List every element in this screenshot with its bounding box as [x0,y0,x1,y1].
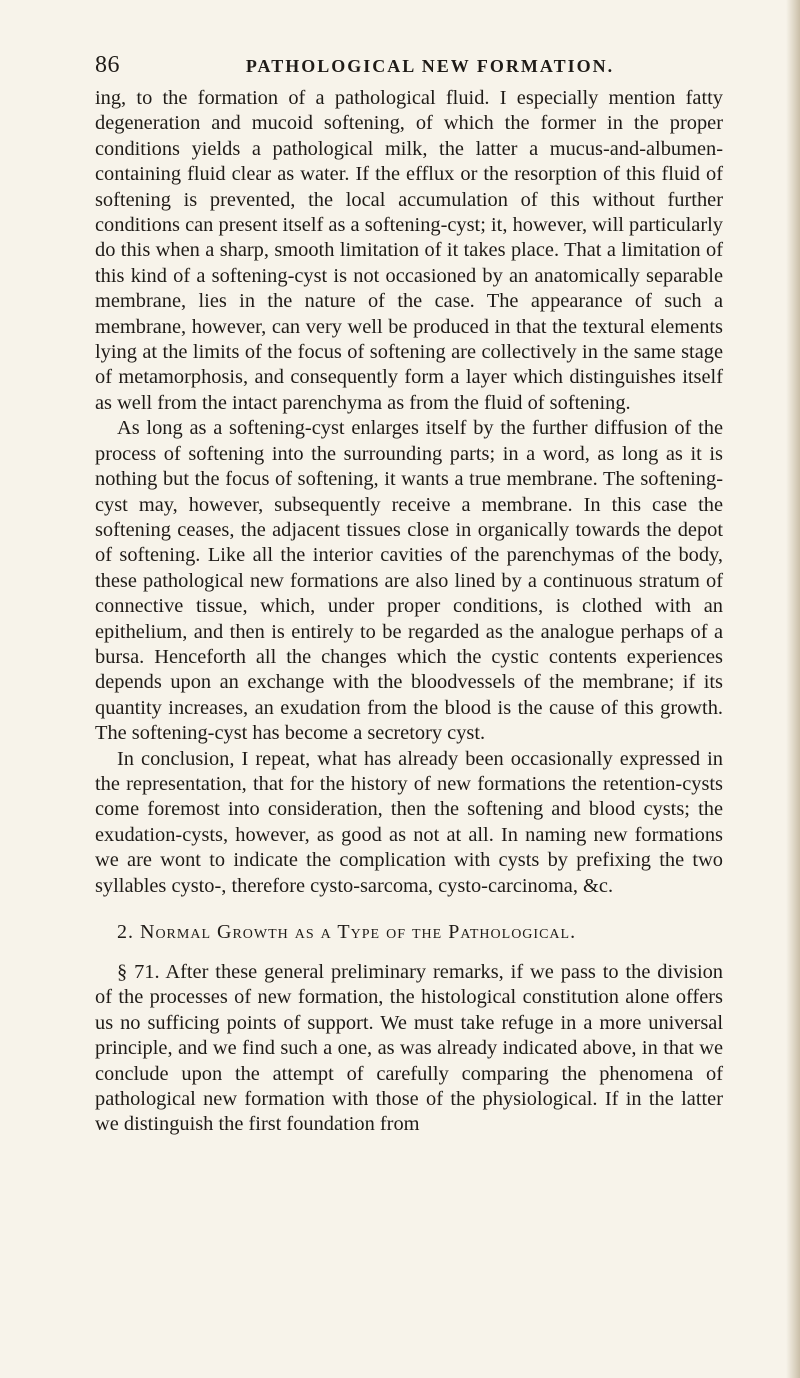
body-text [95,86,723,1138]
paragraph-1: ing, to the formation of a pathological fluid. I especially mention fatty degeneration and mucoid softening, of which the former in the proper conditions yields a pathological milk, the latter a mucus-and-albumen-containing fluid clear as water. If the efflux or the resorption of this fluid of softening is prevented, the local accumulation of this without further conditions can present itself as a softening-cyst; it, however, will particularly do this when a sharp, smooth limitation of it takes place. That a limitation of this kind of a softening-cyst is not occasioned by an anatomically separable membrane, lies in the nature of the case. The appearance of such a membrane, however, can very well be produced in that the textural elements lying at the limits of the focus of softening are collectively in the same stage of metamorphosis, and consequently form a layer which distinguishes itself as well from the intact parenchyma as from the fluid of softening. [95,87,723,414]
page-number: 86 [95,52,120,78]
running-title: PATHOLOGICAL NEW FORMATION. [245,56,615,76]
paragraph-4: § 71. After these general preliminary remarks, if we pass to the division of the processes of new formation, the histological constitution alone offers us no sufficing points of support. We must take refuge in a more universal principle, and we find such a one, as was already indicated above, in that we conclude upon the attempt of carefully comparing the phenomena of pathological new formation with those of the physiological. If in the latter we distinguish the first foundation from [95,961,723,1136]
section-heading: 2. Normal Growth as a Type of the Pathological. [117,921,577,943]
paragraph-2: As long as a softening-cyst enlarges itself by the further diffusion of the process of softening into the surrounding parts; in a word, as long as it is nothing but the focus of softening, it wants a true membrane. The softening-cyst may, however, subsequently receive a membrane. In this case the softening ceases, the adjacent tissues close in organically towards the depot of softening. Like all the interior cavities of the parenchymas of the body, these pathological new formations are also lined by a continuous stratum of connective tissue, which, under proper conditions, is clothed with an epithelium, and then is entirely to be regarded as the analogue perhaps of a bursa. Henceforth all the changes which the cystic contents experiences depends upon an exchange with the bloodvessels of the membrane; if its quantity increases, an exudation from the blood is the cause of this growth. The softening-cyst has become a secretory cyst. [95,417,723,745]
paragraph-3: In conclusion, I repeat, what has already been occasionally expressed in the representation, that for the history of new formations the retention-cysts come foremost into consideration, then the softening and blood cysts; the exudation-cysts, however, as good as not at all. In naming new formations we are wont to indicate the complication with cysts by prefixing the two syllables cysto-, therefore cysto-sarcoma, cysto-carcinoma, &c. [95,747,723,897]
page-header [95,50,715,80]
page-edge-shadow [786,0,800,1378]
